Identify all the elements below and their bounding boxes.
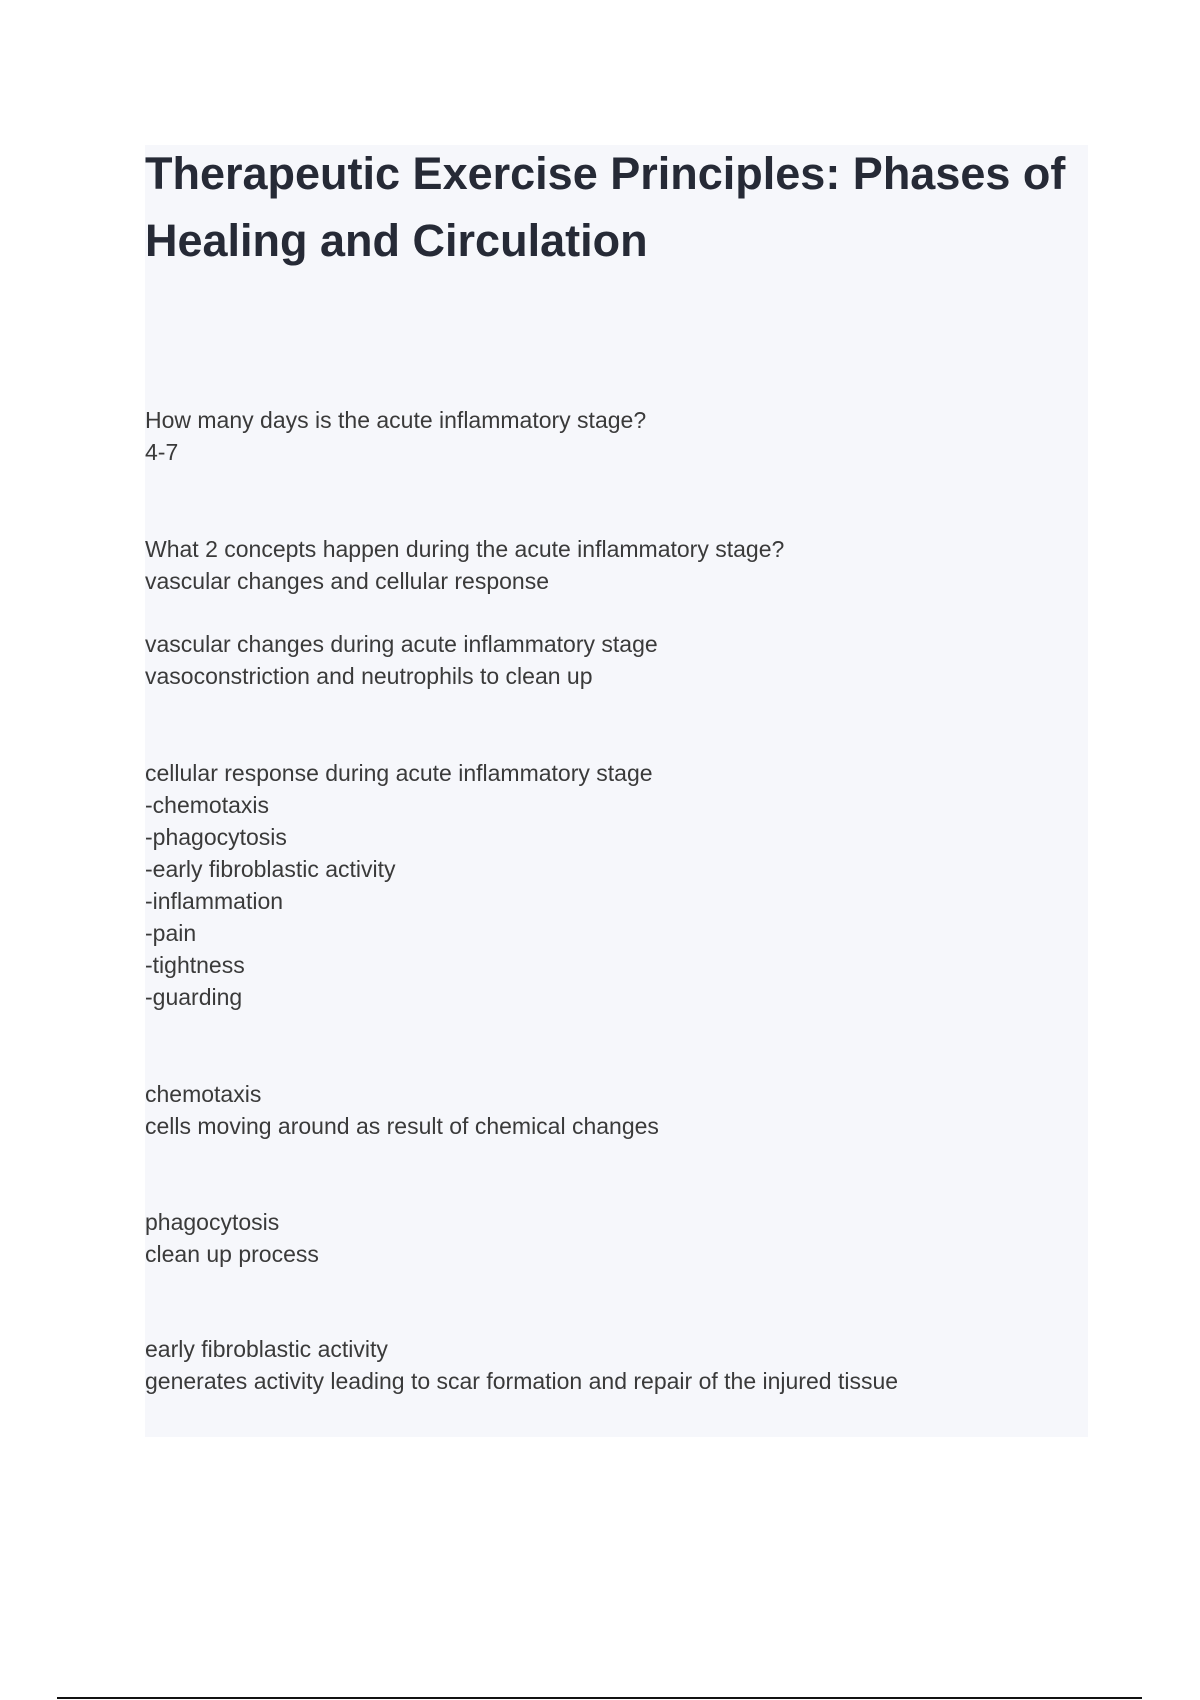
flashcard-phagocytosis xyxy=(145,1206,319,1270)
card-answer-line: -tightness xyxy=(145,952,245,978)
card-question: phagocytosis xyxy=(145,1209,280,1235)
card-answer: vasoconstriction and neutrophils to clean up xyxy=(145,663,593,689)
flashcard-chemotaxis xyxy=(145,1078,659,1142)
card-answer-line: -pain xyxy=(145,920,197,946)
card-answer: vascular changes and cellular response xyxy=(145,568,550,594)
flashcard-cellular-response xyxy=(145,757,653,1013)
card-question: How many days is the acute inflammatory stage? xyxy=(145,407,647,433)
card-answer: clean up process xyxy=(145,1241,319,1267)
flashcard-acute-stage-concepts xyxy=(145,533,784,597)
flashcard-early-fibroblastic-activity xyxy=(145,1333,898,1397)
card-answer: 4-7 xyxy=(145,439,179,465)
card-question: cellular response during acute inflammatory stage xyxy=(145,760,653,786)
card-answer-line: -guarding xyxy=(145,984,243,1010)
card-question: vascular changes during acute inflammatory stage xyxy=(145,631,658,657)
document-title: Therapeutic Exercise Principles: Phases of Healing and Circulation xyxy=(145,148,1066,266)
card-answer-line: -early fibroblastic activity xyxy=(145,856,396,882)
card-answer: cells moving around as result of chemical changes xyxy=(145,1113,659,1139)
card-question: chemotaxis xyxy=(145,1081,262,1107)
card-answer: generates activity leading to scar formation and repair of the injured tissue xyxy=(145,1368,899,1394)
flashcard-vascular-changes xyxy=(145,628,658,692)
card-question: early fibroblastic activity xyxy=(145,1336,388,1362)
card-answer-line: -inflammation xyxy=(145,888,284,914)
card-answer-line: -chemotaxis xyxy=(145,792,269,818)
flashcard-acute-stage-days xyxy=(145,404,646,468)
page-bottom-rule xyxy=(57,1697,1142,1699)
card-question: What 2 concepts happen during the acute inflammatory stage? xyxy=(145,536,785,562)
card-answer-line: -phagocytosis xyxy=(145,824,287,850)
